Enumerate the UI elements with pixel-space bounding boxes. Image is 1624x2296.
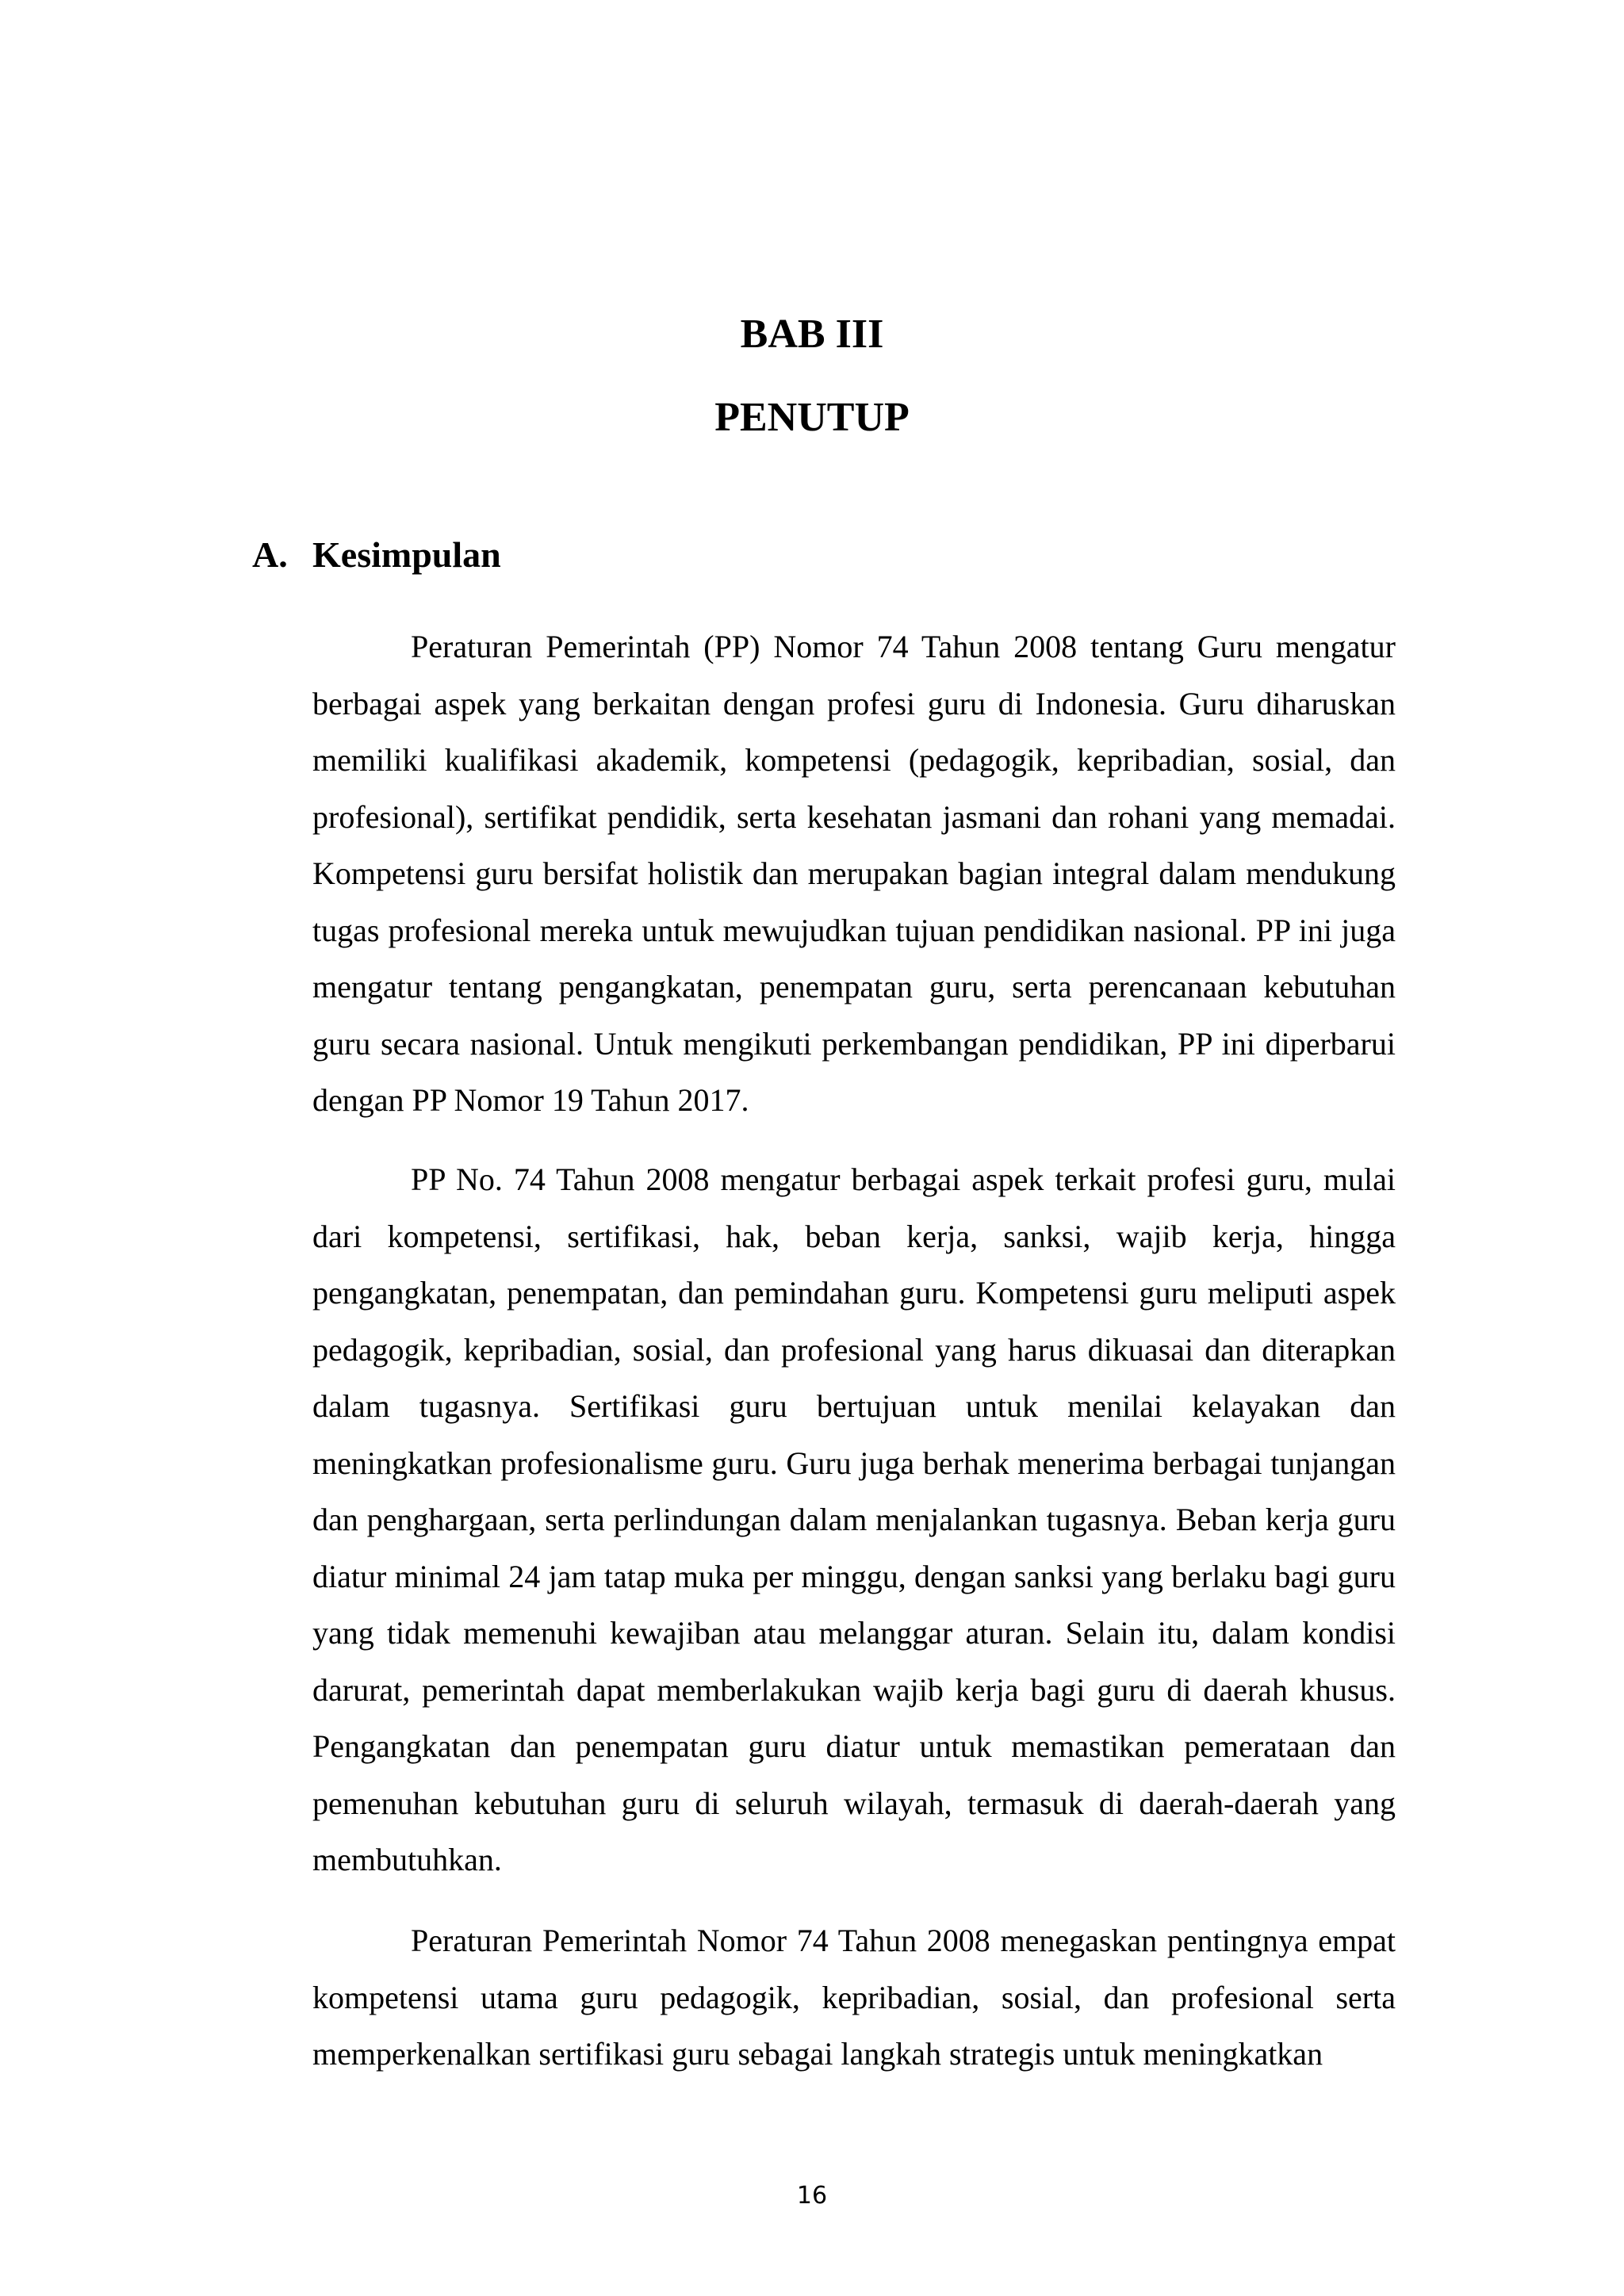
paragraph-1: Peraturan Pemerintah (PP) Nomor 74 Tahun 2008 tentang Guru mengatur berbagai aspek yang berkaitan dengan profesi guru di Indonesia. Guru diharuskan memiliki kualifikasi akademik, kompetensi (pedagogik, kepribadian, sosial, dan profesional), sertifikat pendidik, serta kesehatan jasmani dan rohani yang memadai. Kompetensi guru bersifat holistik dan merupakan bagian integral dalam mendukung tugas profesional mereka untuk mewujudkan tujuan pendidikan nasional. PP ini juga mengatur tentang pengangkatan, penempatan guru, serta perencanaan kebutuhan guru secara nasional. Untuk mengikuti perkembangan pendidikan, PP ini diperbarui dengan PP Nomor 19 Tahun 2017. (312, 629, 1396, 1118)
section-heading (252, 533, 501, 577)
section-title: Kesimpulan (312, 534, 501, 575)
chapter-number: BAB III (740, 312, 884, 357)
paragraph-2: PP No. 74 Tahun 2008 mengatur berbagai aspek terkait profesi guru, mulai dari kompetensi, sertifikasi, hak, beban kerja, sanksi, wajib kerja, hingga pengangkatan, penempatan, dan pemindahan guru. Kompetensi guru meliputi aspek pedagogik, kepribadian, sosial, dan profesional yang harus dikuasai dan diterapkan dalam tugasnya. Sertifikasi guru bertujuan untuk menilai kelayakan dan meningkatkan profesionalisme guru. Guru juga berhak menerima berbagai tunjangan dan penghargaan, serta perlindungan dalam menjalankan tugasnya. Beban kerja guru diatur minimal 24 jam tatap muka per minggu, dengan sanksi yang berlaku bagi guru yang tidak memenuhi kewajiban atau melanggar aturan. Selain itu, dalam kondisi darurat, pemerintah dapat memberlakukan wajib kerja bagi guru di daerah khusus. Pengangkatan dan penempatan guru diatur untuk memastikan pemerataan dan pemenuhan kebutuhan guru di seluruh wilayah, termasuk di daerah-daerah yang membutuhkan. (312, 1161, 1396, 1877)
section-letter: A. (252, 534, 288, 575)
paragraph-3: Peraturan Pemerintah Nomor 74 Tahun 2008 menegaskan pentingnya empat kompetensi utama guru pedagogik, kepribadian, sosial, dan profesional serta memperkenalkan sertifikasi guru sebagai langkah strategis untuk meningkatkan (312, 1923, 1396, 2072)
chapter-title: PENUTUP (714, 395, 910, 440)
page-number: 16 (796, 2182, 828, 2210)
